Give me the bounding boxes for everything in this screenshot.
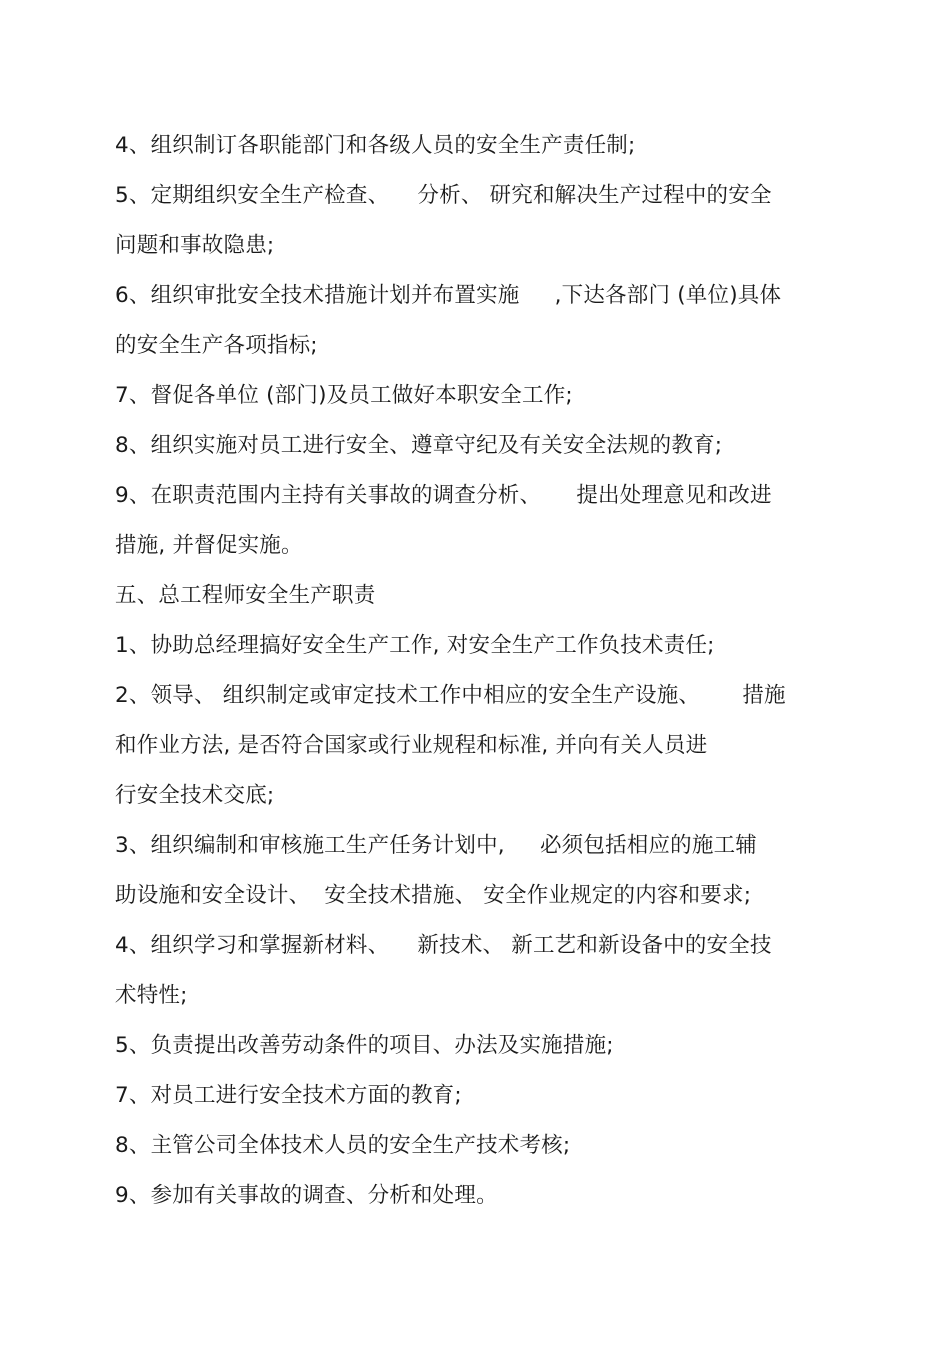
document-body — [115, 121, 845, 1221]
section-heading: 五、总工程师安全生产职责 — [115, 583, 376, 608]
text-line: 问题和事故隐患; — [115, 233, 275, 258]
text-line: 3、组织编制和审核施工生产任务计划中, 必须包括相应的施工辅 — [115, 833, 757, 858]
text-line: 8、主管公司全体技术人员的安全生产技术考核; — [115, 1133, 571, 1158]
text-line: 5、负责提出改善劳动条件的项目、办法及实施措施; — [115, 1033, 614, 1058]
text-line: 6、组织审批安全技术措施计划并布置实施 ,下达各部门 (单位)具体 — [115, 283, 782, 308]
text-line: 4、组织制订各职能部门和各级人员的安全生产责任制; — [115, 133, 636, 158]
text-line: 4、组织学习和掌握新材料、 新技术、 新工艺和新设备中的安全技 — [115, 933, 772, 958]
text-line: 措施, 并督促实施。 — [115, 533, 303, 558]
text-line: 行安全技术交底; — [115, 783, 275, 808]
text-line: 8、组织实施对员工进行安全、遵章守纪及有关安全法规的教育; — [115, 433, 723, 458]
text-line: 助设施和安全设计、 安全技术措施、 安全作业规定的内容和要求; — [115, 883, 752, 908]
text-line: 7、督促各单位 (部门)及员工做好本职安全工作; — [115, 383, 573, 408]
text-line: 2、领导、 组织制定或审定技术工作中相应的安全生产设施、 措施 — [115, 683, 786, 708]
text-line: 5、定期组织安全生产检查、 分析、 研究和解决生产过程中的安全 — [115, 183, 772, 208]
text-line: 7、对员工进行安全技术方面的教育; — [115, 1083, 462, 1108]
text-line: 和作业方法, 是否符合国家或行业规程和标准, 并向有关人员进 — [115, 733, 708, 758]
text-line: 的安全生产各项指标; — [115, 333, 318, 358]
text-line: 术特性; — [115, 983, 188, 1008]
text-line: 9、参加有关事故的调查、分析和处理。 — [115, 1183, 498, 1208]
text-line: 9、在职责范围内主持有关事故的调查分析、 提出处理意见和改进 — [115, 483, 772, 508]
text-line: 1、协助总经理搞好安全生产工作, 对安全生产工作负技术责任; — [115, 633, 715, 658]
